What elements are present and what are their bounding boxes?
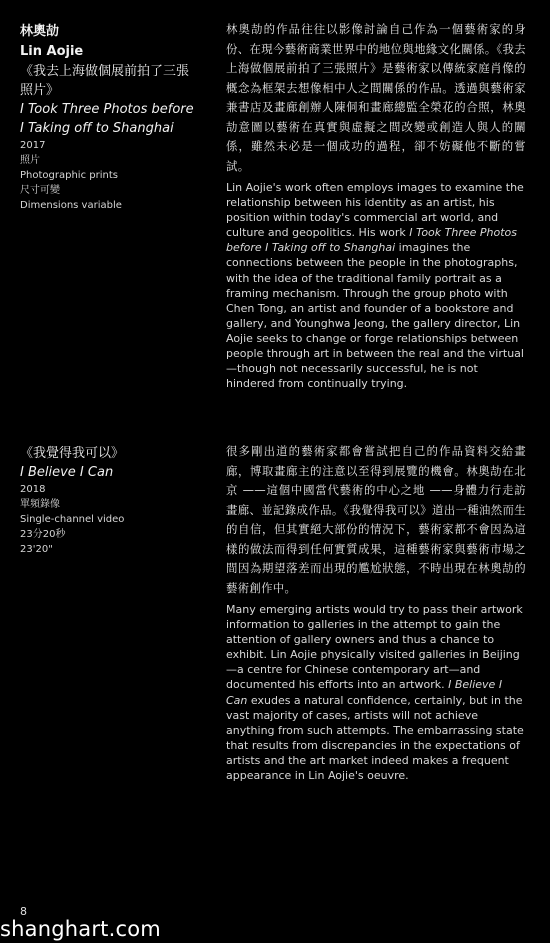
work2-medium-zh: 單頻錄像 — [20, 499, 60, 510]
work1-text-en — [226, 180, 526, 391]
work2-duration-zh: 23分20秒 — [20, 529, 66, 540]
page-number: 8 — [20, 905, 27, 918]
work1-medium-en: Photographic prints — [20, 170, 118, 181]
work2-text-en-part1: Many emerging artists would try to pass their artwork information to galleries in the attempt to gain the attention of gallery owners and thus a chance to exhibit. Lin Aojie physically visited galleries in Beijing—a centre for Chinese contemporary art—and documented his efforts into an artwork. — [226, 603, 523, 692]
work1-text-en-part2: imagines the connections between the people in the photographs, with the idea of the traditional family portrait as a framing mechanism. Through the group photo with Chen Tong, an artist and founder of a bookstore and gallery, and Younghwa Jeong, the gallery director, Lin Aojie seeks to change or forge relationships between people through art in between the real and the virtual—though not necessarily successful, he is not hindered from continually trying. — [226, 241, 524, 391]
work1-dimensions-en: Dimensions variable — [20, 200, 122, 211]
work2-caption — [20, 444, 200, 557]
work1-year: 2017 — [20, 140, 46, 151]
work2-medium-en: Single-channel video — [20, 514, 125, 525]
work1-title-zh: 《我去上海做個展前拍了三張照片》 — [20, 64, 190, 98]
work1-medium-zh: 照片 — [20, 155, 40, 166]
artist-name-zh: 林奧劼 — [20, 24, 60, 39]
work2-title-en: I Believe I Can — [20, 465, 114, 480]
work2-title-zh: 《我覺得我可以》 — [20, 446, 125, 461]
work1-dimensions-zh: 尺寸可變 — [20, 185, 60, 196]
work2-duration-en: 23'20" — [20, 544, 53, 555]
work1-description — [226, 20, 526, 391]
work2-description — [226, 442, 526, 783]
work1-title-en: I Took Three Photos before I Taking off to Shanghai — [20, 102, 194, 136]
work1-text-en-part1: Lin Aojie's work often employs images to examine the relationship between his identity as an artist, his position within today's commercial art world, and culture and geopolitics. His work — [226, 181, 524, 240]
work1-text-zh: 林奧劼的作品往往以影像討論自己作為一個藝術家的身份、在現今藝術商業世界中的地位與地緣文化關係。《我去上海做個展前拍了三張照片》是藝術家以傳統家庭肖像的概念為框架去想像相中人之間關係的作品。透過與藝術家兼書店及畫廊創辦人陳侗和畫廊總監全榮花的合照，林奧劼意圖以藝術在真實與虛擬之間改變或創造人與人的關係，雖然未必是一個成功的過程，卻不妨礙他不斷的嘗試。 — [226, 22, 526, 173]
work1-caption — [20, 22, 200, 213]
work2-text-en-title: I Believe I Can — [226, 678, 503, 707]
work2-text-zh: 很多剛出道的藝術家都會嘗試把自己的作品資料交給畫廊，博取畫廊主的注意以至得到展覽的機會。林奧劼在北京 ——這個中國當代藝術的中心之地 ——身體力行走訪畫廊、並記錄成作品。《我覺得我可以》道出一種油然而生的自信，但其實絕大部份的情況下，藝術家都不會因為這樣的做法而得到任何實質成果，這種藝術家與藝術市場之間因為期望落差而出現的尷尬狀態，不時出現在林奧劼的藝術創作中。 — [226, 444, 526, 595]
site-url[interactable]: shanghart.com — [0, 917, 161, 941]
artist-name-en: Lin Aojie — [20, 44, 84, 59]
work2-text-en-part2: exudes a natural confidence, certainly, but in the vast majority of cases, artists will not achieve anything from such attempts. The embarrassing state that results from discrepancies in the expectations of artists and the art market indeed makes a frequent appearance in Lin Aojie's oeuvre. — [226, 693, 524, 783]
work1-text-en-title: I Took Three Photos before I Taking off to Shanghai — [226, 226, 518, 255]
work2-text-en — [226, 602, 526, 783]
work2-year: 2018 — [20, 484, 46, 495]
